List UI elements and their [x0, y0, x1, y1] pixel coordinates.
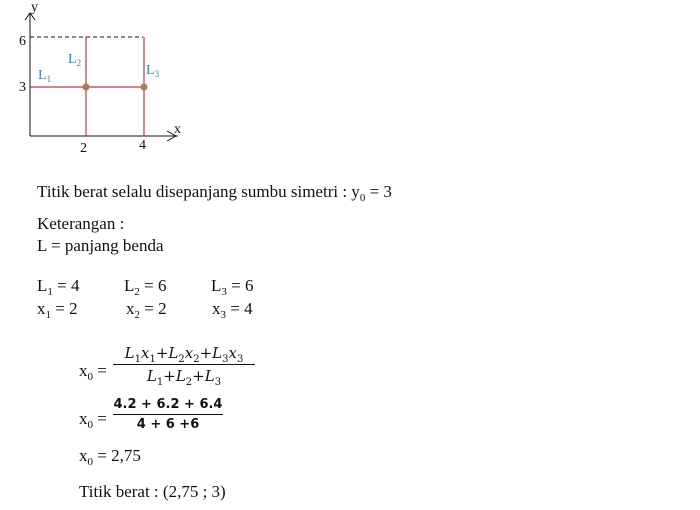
value-L2-letter: L: [124, 276, 135, 295]
numerator-term: [228, 344, 244, 365]
tick-y-3: 3: [19, 80, 26, 95]
result-letter: x: [79, 446, 88, 465]
numerator-subscript: 2: [193, 354, 200, 365]
numerator-term: [140, 344, 156, 365]
result-value: = 2,75: [93, 446, 141, 465]
substitution-numerator: 4.2 + 6.2 + 6.4: [113, 397, 223, 412]
numerator-subscript: 2: [178, 354, 185, 365]
substitution-lhs-letter: x: [79, 409, 88, 428]
centroid-y-sub: 0: [359, 192, 366, 204]
numerator-operator: +: [199, 344, 213, 362]
formula-numerator: [113, 344, 255, 365]
l-definition: L = panjang benda: [37, 236, 164, 255]
point-x4-y3: [141, 84, 148, 91]
value-x3: [212, 299, 253, 321]
axis-x-label: x: [174, 122, 181, 137]
numerator-term: [184, 344, 200, 365]
value-x3-letter: x: [212, 299, 221, 318]
value-L2-sub: 2: [134, 286, 140, 298]
point-x2-y3: [83, 84, 90, 91]
value-x1: [37, 299, 78, 321]
label-L3-letter: L: [146, 63, 155, 78]
value-x1-sub: 1: [45, 309, 51, 321]
formula-lhs-sub: 0: [87, 371, 93, 383]
denominator-variable: L: [175, 367, 186, 385]
denominator-operator: +: [192, 367, 205, 385]
value-L1-sub: 1: [47, 286, 53, 298]
numerator-variable: L: [212, 344, 223, 362]
tick-y-6: 6: [19, 34, 26, 49]
denominator-term: [146, 367, 164, 388]
centroid-y-value: = 3: [365, 182, 392, 201]
label-L3: [146, 63, 159, 79]
tick-x-2: 2: [80, 141, 87, 156]
value-x2-number: = 2: [140, 299, 167, 318]
denominator-term: [204, 367, 222, 388]
value-L2: [124, 276, 166, 298]
conclusion: Titik berat : (2,75 ; 3): [79, 482, 226, 501]
denominator-subscript: 3: [214, 377, 222, 388]
centroid-statement: [37, 182, 392, 204]
numerator-subscript: 1: [149, 354, 156, 365]
substitution-bar: [113, 414, 223, 415]
formula-lhs-eq: =: [93, 361, 107, 380]
value-x1-number: = 2: [51, 299, 78, 318]
value-L3-sub: 3: [221, 286, 227, 298]
value-L1-number: = 4: [52, 276, 80, 295]
keterangan-heading: Keterangan :: [37, 214, 125, 233]
denominator-subscript: 1: [156, 377, 164, 388]
label-L2-sub: 2: [76, 58, 82, 68]
axis-y-label: y: [31, 0, 38, 15]
value-L1-letter: L: [37, 276, 48, 295]
formula-lhs: [79, 361, 107, 383]
denominator-term: [175, 367, 193, 388]
label-L1-letter: L: [38, 68, 47, 83]
centroid-statement-text: Titik berat selalu disepanjang sumbu simetri : y: [37, 182, 360, 201]
value-L1: [37, 276, 79, 298]
numerator-subscript: 3: [236, 354, 244, 365]
formula-lhs-letter: x: [79, 361, 88, 380]
numerator-subscript: 3: [222, 354, 229, 365]
value-L3: [211, 276, 253, 298]
denominator-subscript: 2: [185, 377, 193, 388]
numerator-variable: x: [140, 344, 150, 362]
numerator-variable: L: [124, 344, 135, 362]
substitution-lhs-sub: 0: [87, 419, 93, 431]
numerator-term: [124, 344, 141, 365]
formula-fraction: [113, 344, 255, 388]
label-L2-letter: L: [68, 52, 77, 67]
substitution-denominator: 4 + 6 +6: [136, 417, 200, 432]
substitution-lhs-eq: =: [93, 409, 107, 428]
value-L3-number: = 6: [226, 276, 254, 295]
value-L3-letter: L: [211, 276, 222, 295]
numerator-variable: x: [184, 344, 194, 362]
numerator-variable: x: [228, 344, 237, 362]
denominator-operator: +: [163, 367, 176, 385]
numerator-subscript: 1: [134, 354, 141, 365]
label-L1-sub: 1: [46, 74, 52, 84]
substitution-lhs: [79, 409, 107, 431]
value-x2-sub: 2: [134, 309, 140, 321]
value-x1-letter: x: [37, 299, 46, 318]
numerator-term: [212, 344, 229, 365]
label-L2: [68, 52, 81, 68]
substitution-fraction: [113, 397, 223, 432]
numerator-variable: L: [168, 344, 179, 362]
numerator-term: [168, 344, 185, 365]
result-line: [79, 446, 141, 468]
value-x2: [126, 299, 167, 321]
centroid-diagram: [0, 0, 200, 160]
formula-denominator: [113, 367, 255, 388]
label-L1: [38, 68, 51, 84]
value-x2-letter: x: [126, 299, 135, 318]
denominator-variable: L: [146, 367, 157, 385]
value-x3-sub: 3: [220, 309, 226, 321]
result-sub: 0: [87, 456, 93, 468]
tick-x-4: 4: [139, 138, 146, 153]
value-x3-number: = 4: [226, 299, 253, 318]
numerator-operator: +: [155, 344, 169, 362]
denominator-variable: L: [204, 367, 215, 385]
value-L2-number: = 6: [139, 276, 167, 295]
label-L3-sub: 3: [154, 69, 160, 79]
